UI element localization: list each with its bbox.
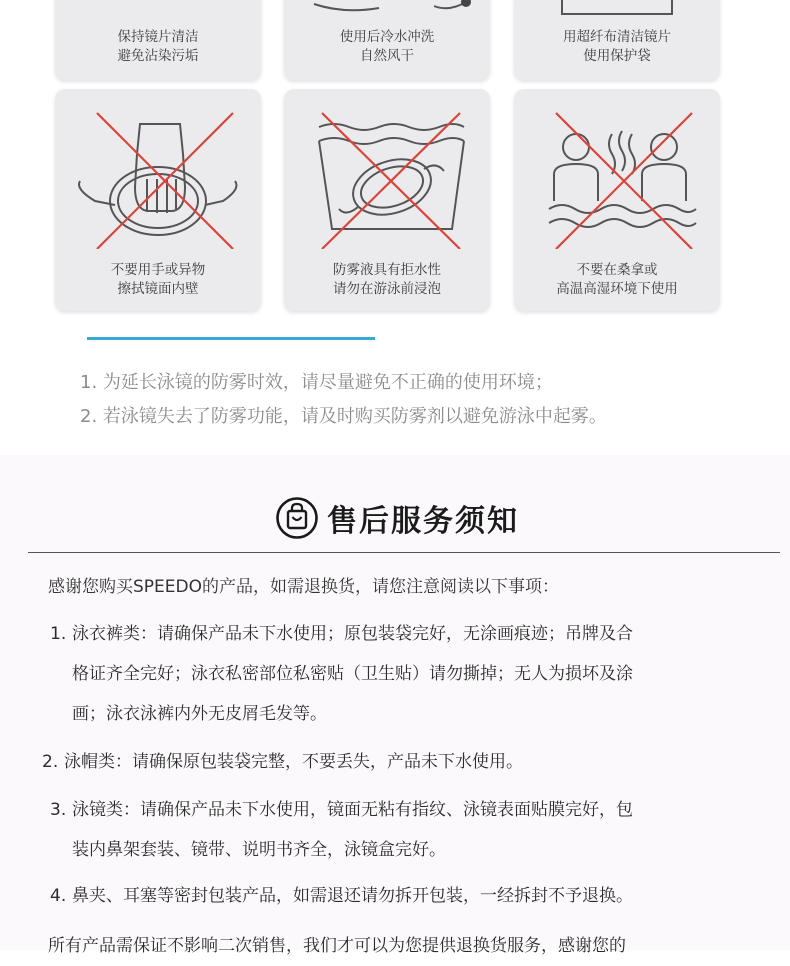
item-number: 1.	[50, 624, 67, 644]
item-number: 4.	[50, 886, 67, 906]
card-caption: 保持镜片清洁 避免沾染污垢	[117, 29, 199, 64]
microfiber-cloth-icon	[514, 0, 720, 28]
care-card-rinse	[284, 0, 490, 80]
anti-fog-tips	[80, 366, 607, 434]
care-card-keep-clean	[55, 0, 261, 80]
card-caption: 不要用手或异物 擦拭镜面内壁	[110, 262, 206, 297]
title-rule	[28, 552, 780, 553]
policy-item-2	[42, 742, 523, 782]
card-caption: 防雾液具有拒水性 请勿在游泳前浸泡	[333, 262, 441, 297]
card-caption: 不要在桑拿或 高温高湿环境下使用	[556, 262, 678, 297]
care-card-no-soaking	[284, 89, 490, 311]
policy-item-3	[50, 790, 633, 860]
item-line: 泳帽类：请确保原包装袋完整，不要丢失，产品未下水使用。	[64, 752, 523, 772]
item-line: 泳衣裤类：请确保产品未下水使用；原包装袋完好，无涂画痕迹；吊牌及合	[72, 624, 633, 644]
care-card-microfiber	[514, 0, 720, 80]
shopping-bag-icon	[275, 496, 319, 540]
policy-item-4	[50, 876, 633, 916]
goggles-soaking-icon	[284, 89, 490, 249]
item-line: 格证齐全完好；泳衣私密部位私密贴（卫生贴）请勿撕掉；无人为损坏及涂	[72, 664, 633, 684]
care-card-no-hand-wipe	[55, 89, 261, 311]
sauna-steam-icon	[514, 89, 720, 249]
card-caption: 用超纤布清洁镜片 使用保护袋	[563, 29, 671, 64]
item-line: 鼻夹、耳塞等密封包装产品，如需退还请勿拆开包装，一经拆封不予退换。	[72, 886, 633, 906]
care-card-no-sauna	[514, 89, 720, 311]
footer-note: 所有产品需保证不影响二次销售，我们才可以为您提供退换货服务，感谢您的	[48, 936, 626, 956]
page-title: 售后服务须知	[327, 504, 519, 539]
item-line: 画；泳衣泳裤内外无皮屑毛发等。	[72, 704, 327, 724]
hand-wiping-goggles-icon	[55, 89, 261, 249]
item-number: 3.	[50, 800, 67, 820]
item-line: 装内鼻架套装、镜带、说明书齐全，泳镜盒完好。	[72, 840, 446, 860]
tip-1: 1. 为延长泳镜的防雾时效，请尽量避免不正确的使用环境；	[80, 372, 553, 393]
item-line: 泳镜类：请确保产品未下水使用，镜面无粘有指纹、泳镜表面贴膜完好，包	[72, 800, 633, 820]
tip-2: 2. 若泳镜失去了防雾功能，请及时购买防雾剂以避免游泳中起雾。	[80, 406, 607, 427]
policy-item-1	[50, 614, 633, 724]
after-sales-heading	[275, 495, 519, 541]
intro-text: 感谢您购买SPEEDO的产品，如需退换货，请您注意阅读以下事项：	[48, 577, 559, 597]
item-number: 2.	[42, 752, 59, 772]
card-caption: 使用后冷水冲洗 自然风干	[339, 29, 435, 64]
rinse-goggles-icon	[284, 0, 490, 28]
section-divider	[87, 337, 375, 340]
